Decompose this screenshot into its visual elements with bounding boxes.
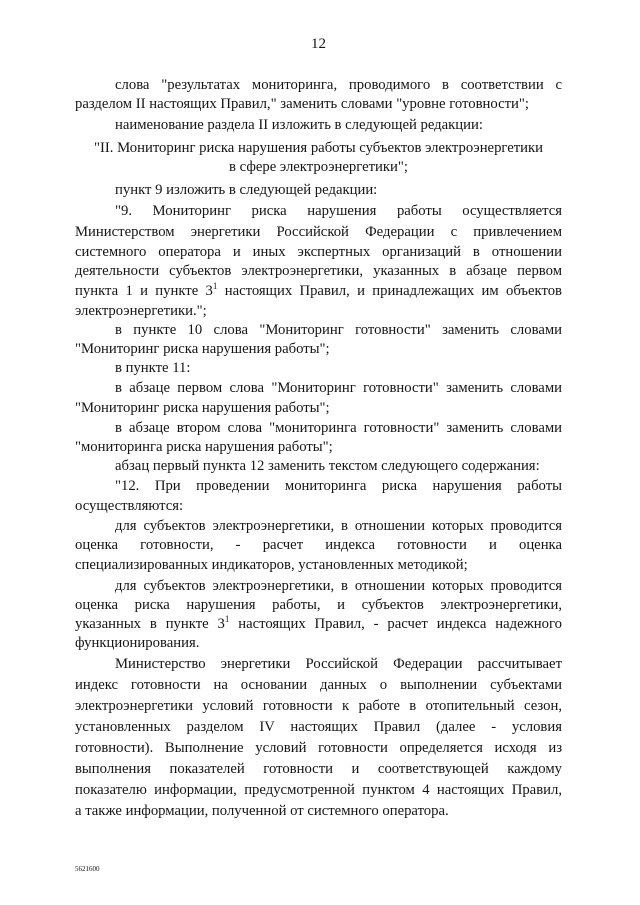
superscript-index: 1 xyxy=(224,614,230,624)
paragraph-line: для субъектов электроэнергетики, в отношении которых проводится xyxy=(115,518,562,534)
superscript-index: 1 xyxy=(212,281,218,291)
paragraph-line: для субъектов электроэнергетики, в отношении которых проводится xyxy=(115,578,562,594)
paragraph-line: абзац первый пункта 12 заменить текстом следующего содержания: xyxy=(115,458,540,474)
section-heading-line: "II. Мониторинг риска нарушения работы субъектов электроэнергетики xyxy=(93,140,544,156)
paragraph-line: электроэнергетики условий готовности к работе в отопительный сезон, xyxy=(75,698,562,714)
paragraph-line: "Мониторинг риска нарушения работы"; xyxy=(75,400,330,416)
paragraph-line: оценка риска нарушения работы, и субъектов электроэнергетики, xyxy=(75,597,562,613)
paragraph-line: специализированных индикаторов, установленных методикой; xyxy=(75,557,468,573)
paragraph-line: осуществляются: xyxy=(75,498,184,514)
paragraph-line: установленных разделом IV настоящих Правил (далее - условия xyxy=(75,719,562,735)
paragraph-line: системного оператора и иных экспертных организаций в отношении xyxy=(75,244,562,260)
document-code: 5621600 xyxy=(75,865,100,873)
paragraph-line: оценка готовности, - расчет индекса готовности и оценка xyxy=(75,537,562,553)
paragraph-line: индекс готовности на основании данных о выполнении субъектами xyxy=(75,677,562,693)
paragraph-line: функционирования. xyxy=(75,635,200,651)
paragraph-line: "мониторинга риска нарушения работы"; xyxy=(75,439,333,455)
line-text: настоящих Правил, - расчет индекса надежного xyxy=(229,616,562,632)
paragraph-line: выполнения показателей готовности и соответствующей каждому xyxy=(75,761,562,777)
paragraph-line xyxy=(75,614,562,634)
paragraph-line: "12. При проведении мониторинга риска нарушения работы xyxy=(115,478,562,494)
line-text: настоящих Правил, и принадлежащих им объектов xyxy=(217,283,562,299)
paragraph-line: "9. Мониторинг риска нарушения работы осуществляется xyxy=(115,203,562,219)
paragraph-line: в абзаце втором слова "мониторинга готовности" заменить словами xyxy=(115,420,562,436)
paragraph-line: "Мониторинг риска нарушения работы"; xyxy=(75,341,330,357)
paragraph-line: а также информации, полученной от системного оператора. xyxy=(75,803,449,819)
paragraph-line: разделом II настоящих Правил," заменить словами "уровне готовности"; xyxy=(75,96,529,112)
paragraph-line: деятельности субъектов электроэнергетики, указанных в абзаце первом xyxy=(75,263,562,279)
line-text: указанных в пункте 3 xyxy=(75,616,225,632)
paragraph-line: пункт 9 изложить в следующей редакции: xyxy=(115,182,378,198)
paragraph-line: слова "результатах мониторинга, проводимого в соответствии с xyxy=(115,77,562,93)
paragraph-line: Министерством энергетики Российской Федерации с привлечением xyxy=(75,224,562,240)
line-text: пункта 1 и пункте 3 xyxy=(75,283,213,299)
paragraph-line: электроэнергетики."; xyxy=(75,303,207,319)
paragraph-line: показателю информации, предусмотренной пунктом 4 настоящих Правил, xyxy=(75,782,562,798)
paragraph-line: в абзаце первом слова "Мониторинг готовности" заменить словами xyxy=(115,380,562,396)
page-number: 12 xyxy=(311,36,326,52)
section-heading-line: в сфере электроэнергетики"; xyxy=(229,159,408,175)
paragraph-line: наименование раздела II изложить в следующей редакции: xyxy=(115,117,483,133)
paragraph-line: Министерство энергетики Российской Федерации рассчитывает xyxy=(115,656,562,672)
paragraph-line xyxy=(75,281,562,301)
paragraph-line: готовности). Выполнение условий готовности определяется исходя из xyxy=(75,740,562,756)
paragraph-line: в пункте 10 слова "Мониторинг готовности" заменить словами xyxy=(115,322,562,338)
paragraph-line: в пункте 11: xyxy=(115,360,191,376)
